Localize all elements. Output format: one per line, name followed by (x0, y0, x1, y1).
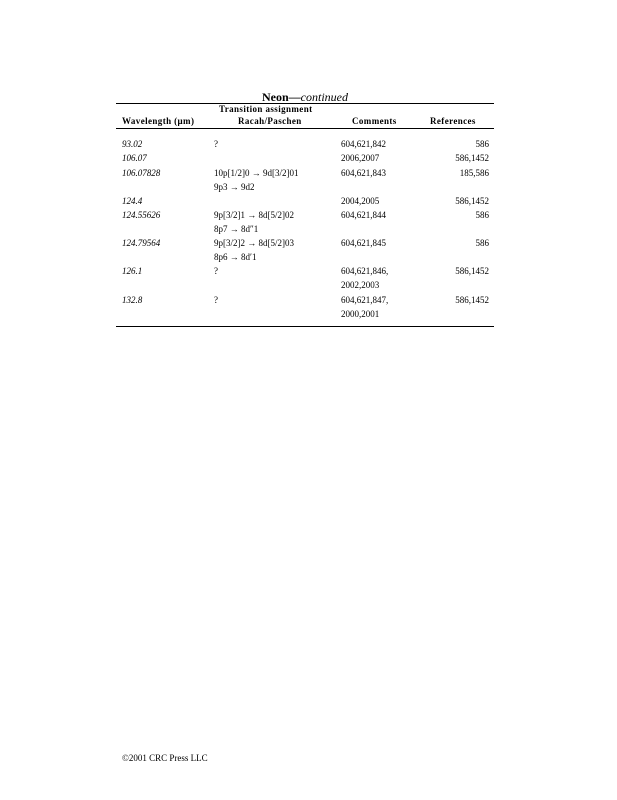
row-4-wavelength: 124.55626 (122, 210, 161, 220)
row-6-wavelength: 126.1 (122, 266, 143, 276)
row-2-references: 185,586 (459, 168, 489, 178)
row-0-comments: 604,621,842 (341, 139, 386, 149)
row-5-wavelength: 124.79564 (122, 238, 161, 248)
title-main: Neon (262, 90, 289, 104)
row-6-transition: ? (214, 266, 218, 276)
row-7-comments-2: 2000,2001 (341, 309, 380, 319)
row-3-wavelength: 124.4 (122, 196, 143, 206)
header-transition-top: Transition assignment (219, 104, 313, 114)
row-0-wavelength: 93.02 (122, 139, 143, 149)
row-5-references: 586 (475, 238, 489, 248)
row-4-transition-1: 9p[3/2]1 → 8d[5/2]02 (214, 210, 294, 220)
row-7-transition: ? (214, 295, 218, 305)
row-5-transition-2: 8p6 → 8d′1 (214, 252, 257, 262)
row-5-comments: 604,621,845 (341, 238, 386, 248)
row-0-references: 586 (475, 139, 489, 149)
row-1-references: 586,1452 (455, 153, 489, 163)
row-1-comments: 2006,2007 (341, 153, 380, 163)
title-dash: — (288, 90, 301, 104)
bottom-rule (116, 326, 494, 327)
row-6-comments-1: 604,621,846, (341, 266, 389, 276)
row-6-comments-2: 2002,2003 (341, 280, 380, 290)
header-transition-bottom: Racah/Paschen (238, 116, 302, 126)
header-wavelength: Wavelength (μm) (122, 116, 195, 126)
row-5-transition-1: 9p[3/2]2 → 8d[5/2]03 (214, 238, 294, 248)
row-3-comments: 2004,2005 (341, 196, 380, 206)
header-comments: Comments (352, 116, 397, 126)
row-3-references: 586,1452 (455, 196, 489, 206)
row-6-references: 586,1452 (455, 266, 489, 276)
header-references: References (430, 116, 476, 126)
row-7-wavelength: 132.8 (122, 295, 143, 305)
row-4-comments: 604,621,844 (341, 210, 386, 220)
row-1-wavelength: 106.07 (122, 153, 147, 163)
row-2-transition-2: 9p3 → 9d2 (214, 182, 255, 192)
row-7-comments-1: 604,621,847, (341, 295, 389, 305)
row-4-transition-2: 8p7 → 8d″1 (214, 224, 259, 234)
row-7-references: 586,1452 (455, 295, 489, 305)
row-2-transition-1: 10p[1/2]0 → 9d[3/2]01 (214, 168, 299, 178)
title-continued: continued (300, 90, 348, 104)
row-2-wavelength: 106.07828 (122, 168, 161, 178)
row-4-references: 586 (475, 210, 489, 220)
copyright-footer: ©2001 CRC Press LLC (122, 753, 208, 763)
row-0-transition: ? (214, 139, 218, 149)
row-2-comments: 604,621,843 (341, 168, 386, 178)
header-rule (116, 128, 494, 129)
